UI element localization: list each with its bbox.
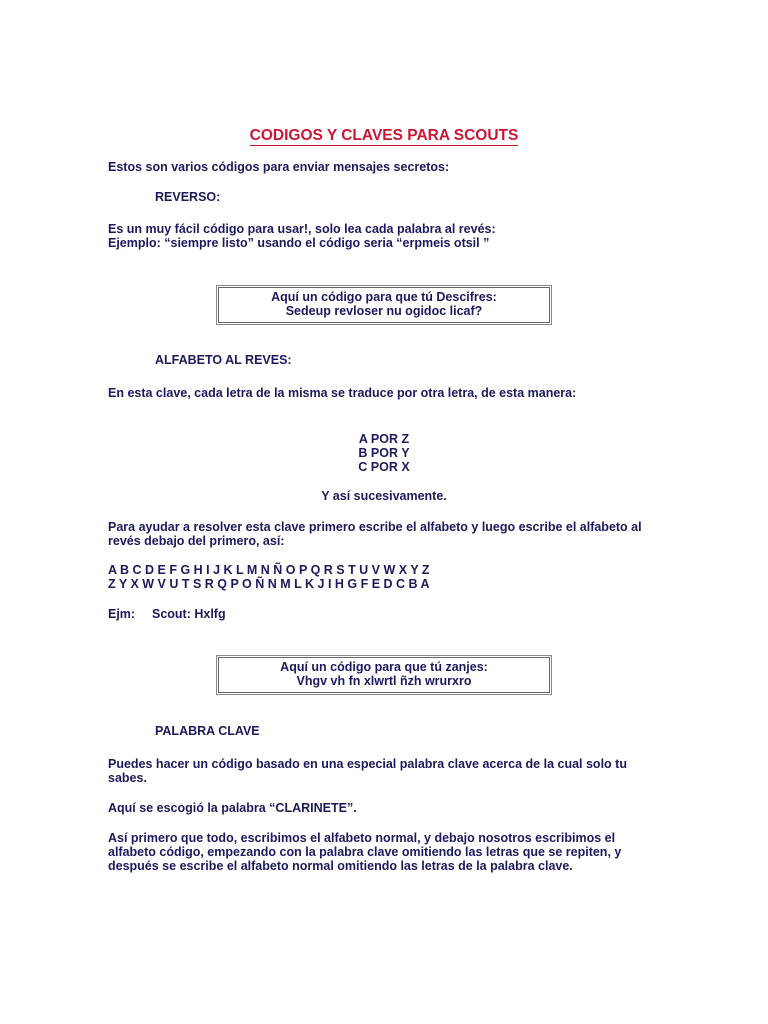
alfabeto-text-2-line-2: revés debajo del primero, así:: [108, 534, 285, 548]
reverso-challenge-box: [218, 287, 550, 323]
example-value: Scout: Hxlfg: [152, 607, 226, 621]
alfabeto-pair-1: A POR Z: [358, 432, 410, 446]
alphabet-normal: A B C D E F G H I J K L M N Ñ O P Q R S T U V W X Y Z: [108, 563, 430, 577]
palabra-heading: PALABRA CLAVE: [155, 724, 260, 738]
alfabeto-challenge-box: [218, 657, 550, 693]
alfabeto-pair-3: C POR X: [358, 460, 410, 474]
alfabeto-continue: Y así sucesivamente.: [321, 489, 447, 503]
palabra-text-3-line-1: Así primero que todo, escribimos el alfabeto normal, y debajo nosotros escribimos el: [108, 831, 616, 845]
alfabeto-text-2-line-1: Para ayudar a resolver esta clave primero escribe el alfabeto y luego escribe el alfabeto al: [108, 520, 642, 534]
alfabeto-pair-2: B POR Y: [358, 446, 410, 460]
intro-text: Estos son varios códigos para enviar mensajes secretos:: [108, 160, 450, 174]
reverso-text-1: Es un muy fácil código para usar!, solo lea cada palabra al revés:: [108, 222, 496, 236]
alfabeto-box-line-2: Vhgv vh fn xlwrtl ñzh wrurxro: [296, 674, 472, 688]
reverso-box-line-1: Aquí un código para que tú Descifres:: [271, 290, 497, 304]
reverso-text-2: Ejemplo: “siempre listo” usando el código seria “erpmeis otsil ”: [108, 236, 490, 250]
palabra-text-3-line-2: alfabeto código, empezando con la palabra clave omitiendo las letras que se repiten, y: [108, 845, 622, 859]
palabra-text-1-line-2: sabes.: [108, 771, 147, 785]
palabra-text-3-line-3: después se escribe el alfabeto normal omitiendo las letras de la palabra clave.: [108, 859, 573, 873]
palabra-text-2: Aquí se escogió la palabra “CLARINETE”.: [108, 801, 357, 815]
alfabeto-heading: ALFABETO AL REVES:: [155, 353, 292, 367]
palabra-text-1-line-1: Puedes hacer un código basado en una especial palabra clave acerca de la cual solo tu: [108, 757, 627, 771]
alfabeto-box-line-1: Aquí un código para que tú zanjes:: [280, 660, 488, 674]
page-title: [0, 128, 768, 143]
reverso-box-line-2: Sedeup revloser nu ogidoc licaf?: [285, 304, 483, 318]
reverso-heading: REVERSO:: [155, 190, 221, 204]
page-title-text: CODIGOS Y CLAVES PARA SCOUTS: [249, 127, 519, 144]
example-label: Ejm:: [108, 607, 136, 621]
alfabeto-text-1: En esta clave, cada letra de la misma se traduce por otra letra, de esta manera:: [108, 386, 577, 400]
alphabet-reverse: Z Y X W V U T S R Q P O Ñ N M L K J I H G F E D C B A: [108, 577, 430, 591]
